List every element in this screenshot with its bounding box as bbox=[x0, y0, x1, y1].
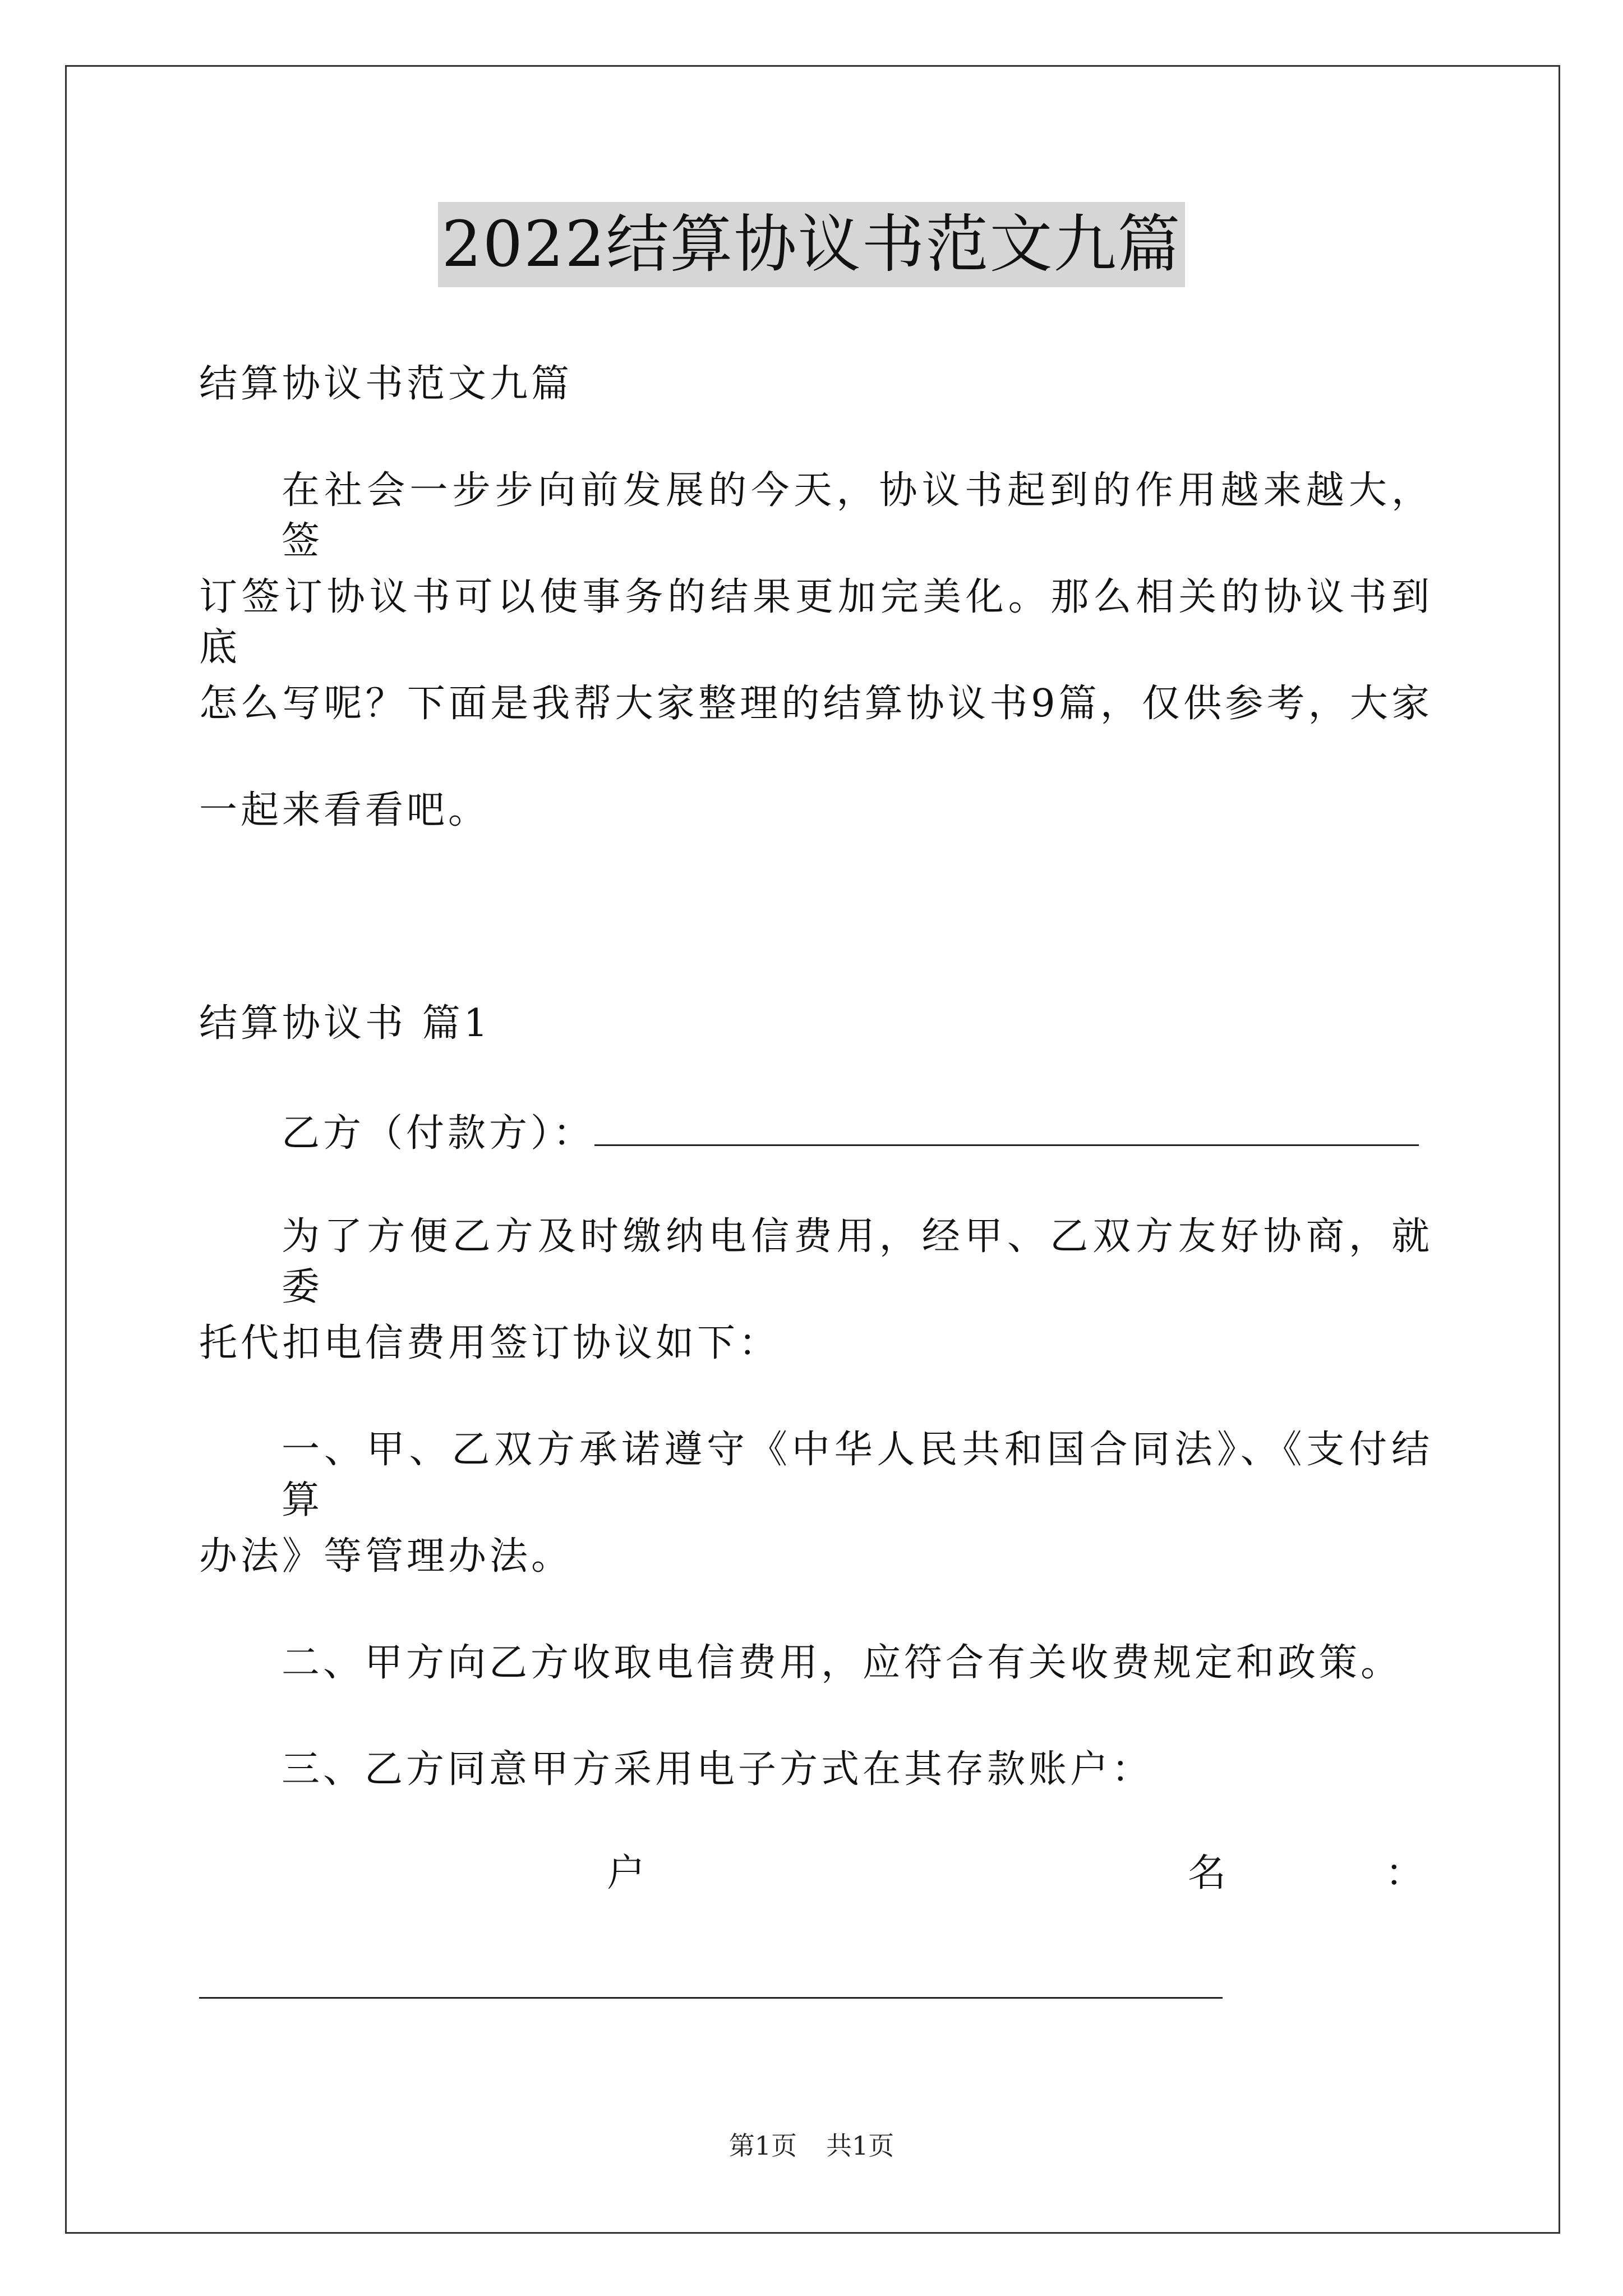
page-current: 第1页 bbox=[728, 2131, 797, 2161]
para1-line-2: 托代扣电信费用签订协议如下： bbox=[199, 1321, 781, 1365]
page-footer bbox=[0, 2129, 1623, 2162]
intro-line-4: 一起来看看吧。 bbox=[199, 788, 490, 832]
account-name-char-hu: 户 bbox=[607, 1851, 645, 1895]
page-total: 共1页 bbox=[826, 2131, 895, 2161]
para1-line-1: 为了方便乙方及时缴纳电信费用，经甲、乙双方友好协商，就委 bbox=[282, 1214, 1433, 1309]
item3-line: 三、乙方同意甲方采用电子方式在其存款账户： bbox=[282, 1747, 1154, 1792]
document-subtitle: 结算协议书范文九篇 bbox=[199, 362, 573, 406]
intro-line-3: 怎么写呢？下面是我帮大家整理的结算协议书9篇，仅供参考，大家 bbox=[199, 682, 1433, 726]
account-name-blank-line bbox=[199, 1997, 1223, 1999]
party-b-blank bbox=[594, 1105, 1419, 1146]
title-container bbox=[0, 202, 1623, 287]
item1-line-2: 办法》等管理办法。 bbox=[199, 1534, 573, 1579]
account-name-colon: ： bbox=[1385, 1851, 1424, 1895]
section-heading: 结算协议书 篇1 bbox=[199, 1001, 491, 1046]
party-b-row bbox=[282, 1105, 1433, 1159]
item2-line: 二、甲方向乙方收取电信费用，应符合有关收费规定和政策。 bbox=[282, 1641, 1403, 1685]
account-name-char-ming: 名 bbox=[1188, 1851, 1227, 1895]
intro-line-2: 订签订协议书可以使事务的结果更加完美化。那么相关的协议书到底 bbox=[199, 575, 1433, 670]
intro-line-1: 在社会一步步向前发展的今天，协议书起到的作用越来越大，签 bbox=[282, 468, 1433, 563]
document-title: 2022结算协议书范文九篇 bbox=[438, 202, 1184, 287]
party-b-label: 乙方（付款方）： bbox=[282, 1111, 595, 1156]
item1-line-1: 一、甲、乙双方承诺遵守《中华人民共和国合同法》、《支付结算 bbox=[282, 1428, 1433, 1522]
